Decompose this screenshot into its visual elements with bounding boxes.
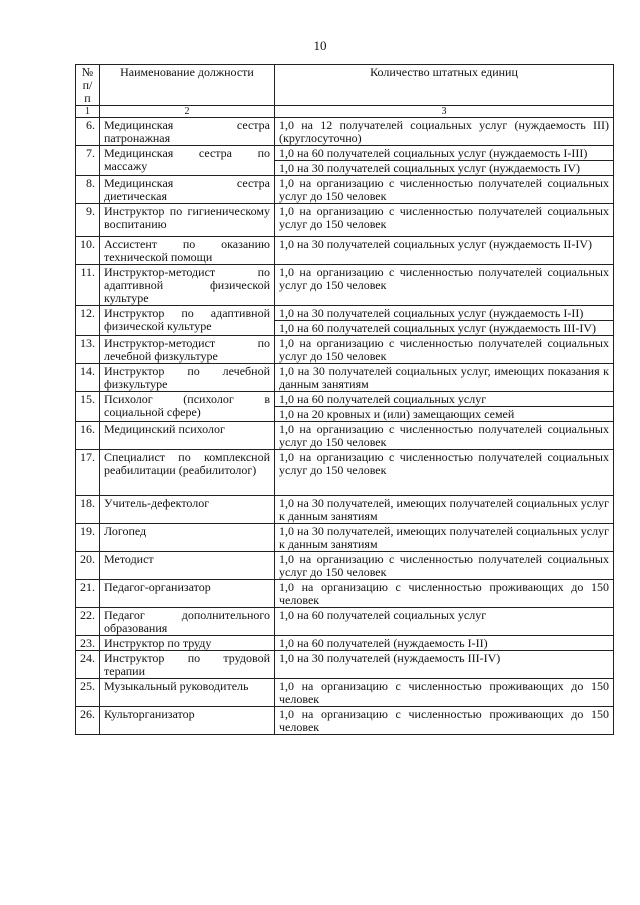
position-name: Инструктор по адаптивной физической культуре [100, 306, 275, 336]
row-number: 18. [76, 496, 100, 524]
staff-units: 1,0 на организацию с численностью проживающих до 150 человек [275, 580, 614, 608]
position-name: Педагог-организатор [100, 580, 275, 608]
staff-units: 1,0 на 30 получателей, имеющих получателей социальных услуг к данным занятиям [275, 524, 614, 552]
position-name: Инструктор по лечебной физкультуре [100, 364, 275, 392]
staff-units: 1,0 на организацию с численностью получателей социальных услуг до 150 человек [275, 204, 614, 237]
staffing-table [75, 64, 614, 735]
column-index: 3 [275, 106, 614, 118]
staff-units: 1,0 на организацию с численностью получателей социальных услуг до 150 человек [275, 422, 614, 450]
staff-units: 1,0 на 60 получателей социальных услуг [275, 608, 614, 636]
row-number: 10. [76, 237, 100, 265]
row-number: 6. [76, 118, 100, 146]
position-name: Ассистент по оказанию технической помощи [100, 237, 275, 265]
position-name: Культорганизатор [100, 707, 275, 735]
staff-units: 1,0 на 30 получателей социальных услуг, имеющих показания к данным занятиям [275, 364, 614, 392]
column-index-row [76, 106, 614, 118]
staff-units: 1,0 на 30 получателей социальных услуг (нуждаемость I-II) [275, 306, 614, 321]
position-name: Логопед [100, 524, 275, 552]
table-row [76, 552, 614, 580]
table-row [76, 636, 614, 651]
row-number: 25. [76, 679, 100, 707]
position-name: Медицинская сестра по массажу [100, 146, 275, 176]
row-number: 19. [76, 524, 100, 552]
row-number: 23. [76, 636, 100, 651]
staff-units: 1,0 на 12 получателей социальных услуг (нуждаемость III) (круглосуточно) [275, 118, 614, 146]
row-number: 13. [76, 336, 100, 364]
position-name: Инструктор по труду [100, 636, 275, 651]
row-number: 20. [76, 552, 100, 580]
position-name: Медицинский психолог [100, 422, 275, 450]
position-name: Медицинская сестра диетическая [100, 176, 275, 204]
table-row [76, 608, 614, 636]
staff-units: 1,0 на организацию с численностью получателей социальных услуг до 150 человек [275, 552, 614, 580]
staff-units: 1,0 на 60 получателей социальных услуг (нуждаемость III-IV) [275, 321, 614, 336]
staff-units: 1,0 на организацию с численностью получателей социальных услуг до 150 человек [275, 450, 614, 496]
table-row [76, 265, 614, 306]
position-name: Музыкальный руководитель [100, 679, 275, 707]
staff-units: 1,0 на организацию с численностью получателей социальных услуг до 150 человек [275, 176, 614, 204]
row-number: 7. [76, 146, 100, 176]
staff-units: 1,0 на 20 кровных и (или) замещающих семей [275, 407, 614, 422]
table-row [76, 176, 614, 204]
position-name: Педагог дополнительного образования [100, 608, 275, 636]
staff-units: 1,0 на 60 получателей социальных услуг (нуждаемость I-III) [275, 146, 614, 161]
row-number: 8. [76, 176, 100, 204]
staff-units: 1,0 на 30 получателей социальных услуг (нуждаемость IV) [275, 161, 614, 176]
table-row [76, 118, 614, 146]
staff-units: 1,0 на организацию с численностью получателей социальных услуг до 150 человек [275, 336, 614, 364]
column-index: 2 [100, 106, 275, 118]
staff-units: 1,0 на 30 получателей, имеющих получателей социальных услуг к данным занятиям [275, 496, 614, 524]
staff-units: 1,0 на организацию с численностью проживающих до 150 человек [275, 707, 614, 735]
table-row [76, 237, 614, 265]
position-name: Инструктор по трудовой терапии [100, 651, 275, 679]
table-row [76, 496, 614, 524]
table-row [76, 392, 614, 407]
table-row [76, 204, 614, 237]
table-row [76, 450, 614, 496]
row-number: 17. [76, 450, 100, 496]
table-row [76, 679, 614, 707]
staff-units: 1,0 на 30 получателей (нуждаемость III-IV) [275, 651, 614, 679]
table-row [76, 336, 614, 364]
staff-units: 1,0 на 30 получателей социальных услуг (нуждаемость II-IV) [275, 237, 614, 265]
row-number: 12. [76, 306, 100, 336]
position-name: Инструктор-методист по лечебной физкультуре [100, 336, 275, 364]
position-name: Инструктор по гигиеническому воспитанию [100, 204, 275, 237]
position-name: Учитель-дефектолог [100, 496, 275, 524]
header-row [76, 65, 614, 106]
header-num: № п/п [76, 65, 100, 106]
header-position: Наименование должности [100, 65, 275, 106]
position-name: Инструктор-методист по адаптивной физической культуре [100, 265, 275, 306]
table-row [76, 524, 614, 552]
table-row [76, 422, 614, 450]
row-number: 14. [76, 364, 100, 392]
row-number: 15. [76, 392, 100, 422]
staff-units: 1,0 на организацию с численностью получателей социальных услуг до 150 человек [275, 265, 614, 306]
position-name: Специалист по комплексной реабилитации (реабилитолог) [100, 450, 275, 496]
table-row [76, 364, 614, 392]
table-row [76, 707, 614, 735]
header-count: Количество штатных единиц [275, 65, 614, 106]
table-row [76, 146, 614, 161]
row-number: 22. [76, 608, 100, 636]
row-number: 21. [76, 580, 100, 608]
table-row [76, 580, 614, 608]
staff-units: 1,0 на организацию с численностью проживающих до 150 человек [275, 679, 614, 707]
row-number: 26. [76, 707, 100, 735]
staff-units: 1,0 на 60 получателей социальных услуг [275, 392, 614, 407]
column-index: 1 [76, 106, 100, 118]
page-number: 10 [313, 38, 327, 53]
table-body [76, 118, 614, 735]
table-row [76, 651, 614, 679]
position-name: Медицинская сестра патронажная [100, 118, 275, 146]
row-number: 11. [76, 265, 100, 306]
position-name: Психолог (психолог в социальной сфере) [100, 392, 275, 422]
row-number: 16. [76, 422, 100, 450]
table-row [76, 306, 614, 321]
position-name: Методист [100, 552, 275, 580]
row-number: 9. [76, 204, 100, 237]
row-number: 24. [76, 651, 100, 679]
staff-units: 1,0 на 60 получателей (нуждаемость I-II) [275, 636, 614, 651]
